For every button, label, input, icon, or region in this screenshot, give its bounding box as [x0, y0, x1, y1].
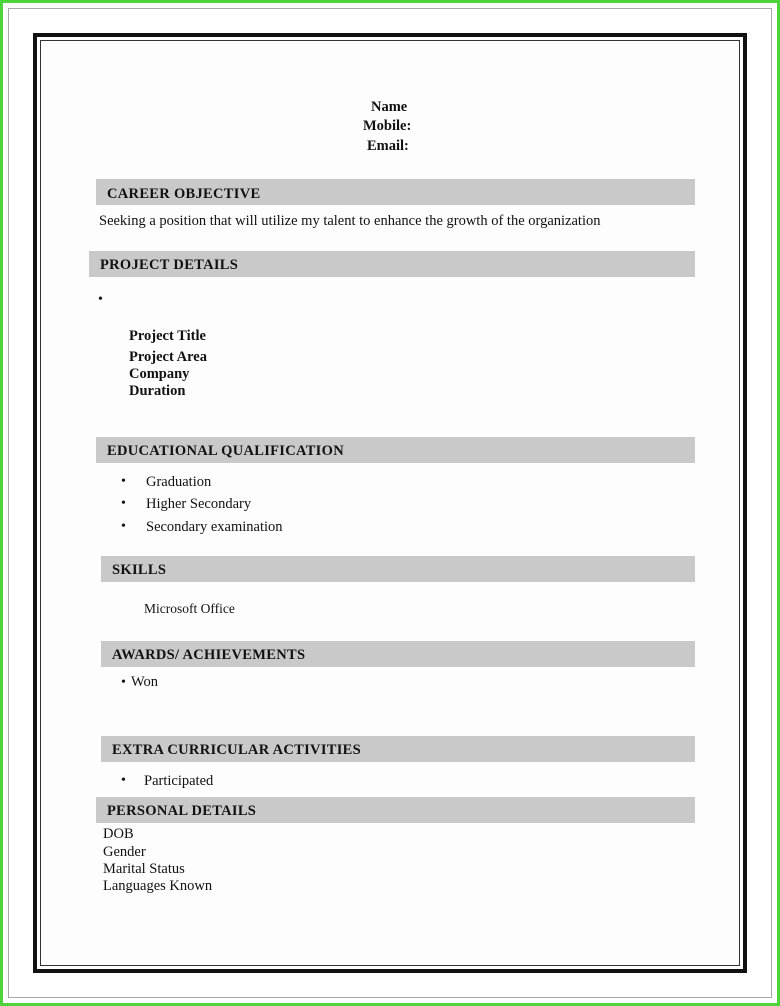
personal-gender-label: Gender: [103, 844, 146, 860]
extra-curricular-item: Participated: [144, 773, 214, 789]
project-details-heading: PROJECT DETAILS: [89, 251, 695, 277]
project-company-label: Company: [129, 366, 190, 382]
email-label: Email:: [367, 138, 409, 154]
project-duration-label: Duration: [129, 383, 186, 399]
personal-details-heading: PERSONAL DETAILS: [96, 797, 695, 823]
education-item: Secondary examination: [146, 519, 283, 535]
education-bullet: •: [121, 474, 126, 489]
awards-bullet: •: [121, 675, 126, 690]
extra-curricular-heading: EXTRA CURRICULAR ACTIVITIES: [101, 736, 695, 762]
resume-page: [33, 33, 747, 973]
project-area-label: Project Area: [129, 349, 207, 365]
career-objective-text: Seeking a position that will utilize my talent to enhance the growth of the organization: [99, 213, 601, 229]
awards-item: Won: [131, 674, 159, 690]
personal-dob-label: DOB: [103, 826, 134, 842]
education-item: Graduation: [146, 474, 212, 490]
extra-curricular-bullet: •: [121, 773, 126, 788]
project-title-label: Project Title: [129, 328, 206, 344]
career-objective-heading: CAREER OBJECTIVE: [96, 179, 695, 205]
name-label: Name: [371, 99, 408, 115]
personal-languages-label: Languages Known: [103, 878, 213, 894]
education-bullet: •: [121, 496, 126, 511]
personal-marital-status-label: Marital Status: [103, 861, 185, 877]
skills-heading: SKILLS: [101, 556, 695, 582]
education-bullet: •: [121, 519, 126, 534]
awards-heading: AWARDS/ ACHIEVEMENTS: [101, 641, 695, 667]
project-bullet: •: [98, 292, 103, 307]
education-heading: EDUCATIONAL QUALIFICATION: [96, 437, 695, 463]
skills-item: Microsoft Office: [144, 601, 235, 616]
mobile-label: Mobile:: [363, 118, 412, 134]
education-item: Higher Secondary: [146, 496, 252, 512]
